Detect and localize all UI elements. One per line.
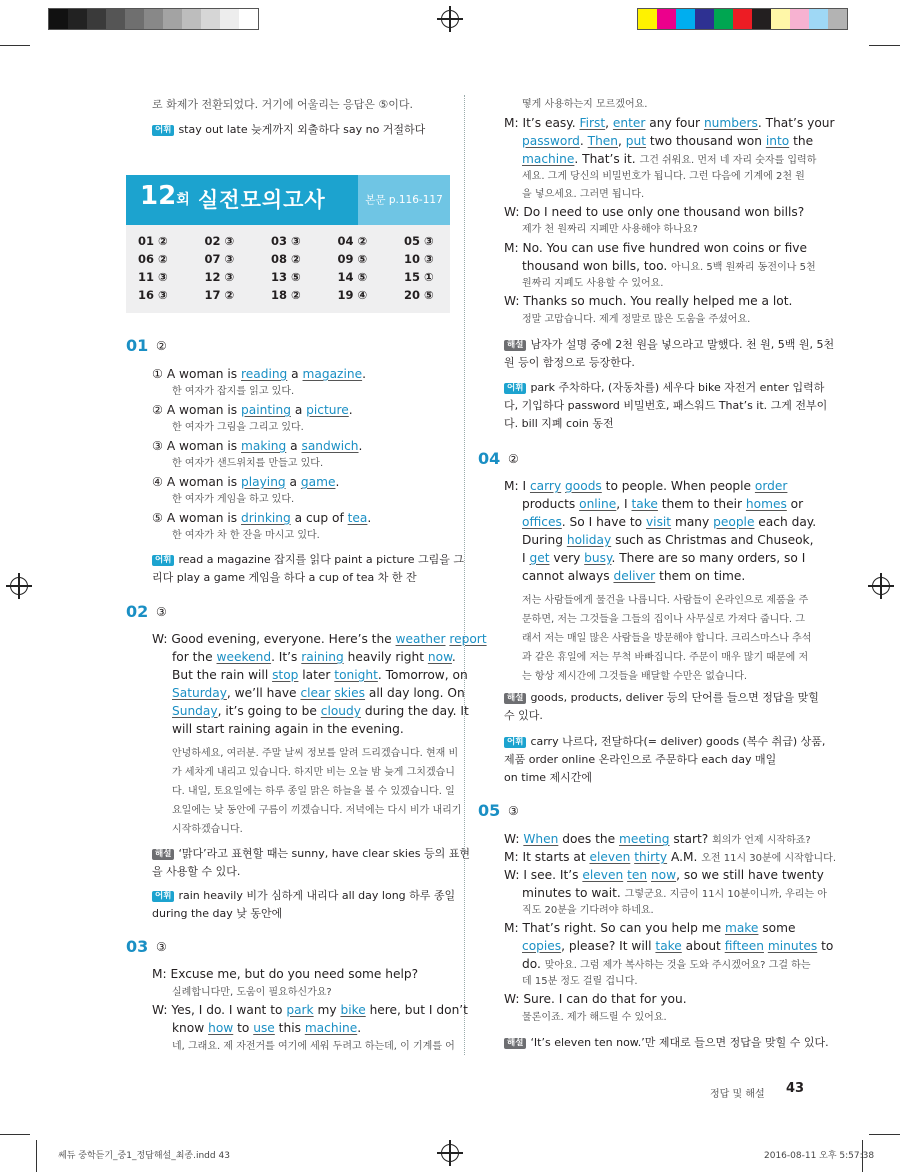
script-line: W: Thanks so much. You really helped me a lot. <box>504 294 793 308</box>
test-title: 실전모의고사 <box>198 188 326 212</box>
script-line: will start raining again in the evening. <box>172 722 404 736</box>
gray-swatch <box>68 9 87 29</box>
translation: 시작하겠습니다. <box>172 824 243 835</box>
answer-key-item: 01 ② <box>138 234 168 248</box>
translation: 는 항상 제시간에 그것들을 배달할 수만은 없습니다. <box>522 671 748 682</box>
answer-key-item: 02 ③ <box>204 234 235 248</box>
translation: 한 여자가 잡지를 읽고 있다. <box>172 386 295 397</box>
gray-swatch <box>125 9 144 29</box>
vocab-note-cont: 다, 기입하다 password 비밀번호, 패스워드 That’s it. 그게 전부이 <box>504 399 828 412</box>
vocab-note: 어휘 park 주차하다, (자동차를) 세우다 bike 자전거 enter 입력하 <box>504 379 824 397</box>
translation: 안녕하세요, 여러분. 주말 날씨 정보를 알려 드리겠습니다. 현재 비 <box>172 748 459 759</box>
translation: 한 여자가 그림을 그리고 있다. <box>172 422 304 433</box>
answer-key-item: 12 ③ <box>204 270 235 284</box>
crop-mark <box>869 45 900 46</box>
translation: 저는 사람들에게 물건을 나릅니다. 사람들이 온라인으로 제품을 주 <box>522 595 809 606</box>
translation: 제가 천 원짜리 지폐만 사용해야 하나요? <box>522 224 698 235</box>
answer-key-item: 10 ③ <box>404 252 434 266</box>
script-line: for the weekend. It’s raining heavily right now. <box>172 650 456 664</box>
translation: 을 넣으세요. 그러면 됩니다. <box>522 189 645 200</box>
color-swatch <box>790 9 809 29</box>
script-line: W: I see. It’s eleven ten now, so we still have twenty <box>504 868 824 882</box>
page-number: 43 <box>786 1081 805 1096</box>
option-sentence: ⑤ A woman is drinking a cup of tea. <box>152 511 372 525</box>
script-line: offices. So I have to visit many people each day. <box>522 515 817 529</box>
question-number: 01 <box>126 336 149 355</box>
registration-mark-icon <box>441 10 459 28</box>
script-line: know how to use this machine. <box>172 1021 362 1035</box>
script-line: products online, I take them to their homes or <box>522 497 804 511</box>
answer-key-item: 15 ① <box>404 270 434 284</box>
answer-key-item: 20 ⑤ <box>404 288 434 302</box>
script-line: M: No. You can use five hundred won coins or five <box>504 241 807 255</box>
script-line: W: Do I need to use only one thousand won bills? <box>504 205 805 219</box>
translation: 정말 고맙습니다. 제게 정말로 많은 도움을 주셨어요. <box>522 314 751 325</box>
test-header <box>126 175 450 225</box>
answer-key-item: 09 ⑤ <box>337 252 368 266</box>
vocab-note: 어휘 stay out late 늦게까지 외출하다 say no 거절하다 <box>152 121 425 139</box>
gray-swatch <box>144 9 163 29</box>
answer-key-item: 18 ② <box>271 288 301 302</box>
script-line: password. Then, put two thousand won into the <box>522 134 814 148</box>
translation: 세요. 그게 당신의 비밀번호가 됩니다. 그런 다음에 기계에 2천 원 <box>522 171 805 182</box>
script-line: M: It’s easy. First, enter any four numbers. That’s your <box>504 116 835 130</box>
vocab-note-cont: 제품 order online 온라인으로 주문하다 each day 매일 <box>504 753 777 766</box>
translation: 다. 내일, 토요일에는 하루 종일 맑은 하늘을 볼 수 있겠습니다. 일 <box>172 786 455 797</box>
vocab-note-cont: on time 제시간에 <box>504 771 593 784</box>
color-calibration-bar <box>637 8 848 30</box>
translation: 네, 그래요. 제 자전거를 여기에 세워 두려고 하는데, 이 기계를 어 <box>172 1041 455 1052</box>
registration-mark-icon <box>10 577 28 595</box>
translation: 원짜리 지폐도 사용할 수 있어요. <box>522 278 664 289</box>
answer-key-item: 03 ③ <box>271 234 301 248</box>
crop-mark <box>36 1140 37 1172</box>
answer-key-item: 06 ② <box>138 252 168 266</box>
section-label: 정답 및 해설 <box>710 1089 765 1100</box>
script-line: Saturday, we’ll have clear skies all day long. On <box>172 686 465 700</box>
script-line: W: Good evening, everyone. Here’s the weather report <box>152 632 487 646</box>
option-sentence: ② A woman is painting a picture. <box>152 403 353 417</box>
script-line: W: Sure. I can do that for you. <box>504 992 687 1006</box>
color-swatch <box>638 9 657 29</box>
registration-mark-icon <box>441 1144 459 1162</box>
file-name: 쎄듀 중학듣기_중1_정답해설_최종.indd 43 <box>58 1151 230 1161</box>
script-line: But the rain will stop later tonight. Tomorrow, on <box>172 668 468 682</box>
script-line: During holiday such as Christmas and Chuseok, <box>522 533 814 547</box>
color-swatch <box>733 9 752 29</box>
gray-swatch <box>87 9 106 29</box>
answer-key-item: 19 ④ <box>337 288 368 302</box>
vocab-note: 어휘 read a magazine 잡지를 읽다 paint a picture 그림을 그 <box>152 551 464 569</box>
color-swatch <box>695 9 714 29</box>
translation: 래서 저는 매일 많은 사람들을 방문해야 합니다. 크리스마스나 추석 <box>522 633 812 644</box>
vocab-note: 어휘 rain heavily 비가 심하게 내리다 all day long 하루 종일 <box>152 887 455 905</box>
translation: 요일에는 낮 동안에 구름이 끼겠습니다. 저녁에는 다시 비가 내리기 <box>172 805 462 816</box>
explanation-note: 해설 남자가 설명 중에 2천 원을 넣으라고 말했다. 천 원, 5백 원, 5천 <box>504 336 834 354</box>
gray-swatch <box>220 9 239 29</box>
translation: 과 같은 휴일에 저는 무척 바빠집니다. 주문이 매우 많기 때문에 저 <box>522 652 809 663</box>
script-line: M: That’s right. So can you help me make some <box>504 921 796 935</box>
crop-mark <box>0 45 30 46</box>
option-sentence: ④ A woman is playing a game. <box>152 475 340 489</box>
answer-key-item: 17 ② <box>204 288 235 302</box>
question-number: 04 <box>478 449 501 468</box>
script-line: W: When does the meeting start? 회의가 언제 시작하죠? <box>504 832 811 846</box>
translation: 한 여자가 차 한 잔을 마시고 있다. <box>172 530 320 541</box>
question-answer: ③ <box>508 804 519 818</box>
answer-key-item: 11 ③ <box>138 270 168 284</box>
color-swatch <box>676 9 695 29</box>
option-sentence: ③ A woman is making a sandwich. <box>152 439 363 453</box>
answer-key-grid <box>126 225 450 313</box>
answer-key-item: 16 ③ <box>138 288 168 302</box>
explanation-note: 해설 goods, products, deliver 등의 단어를 들으면 정답을 맞힐 <box>504 689 819 707</box>
question-answer: ② <box>508 452 519 466</box>
translation: 떻게 사용하는지 모르겠어요. <box>522 99 648 110</box>
column-divider <box>464 95 465 1055</box>
question-number: 05 <box>478 801 501 820</box>
translation: 직도 20분을 기다려야 하네요. <box>522 905 654 916</box>
gray-swatch <box>106 9 125 29</box>
translation: 문하면, 저는 그것들을 그들의 집이나 사무실로 가져다 줍니다. 그 <box>522 614 805 625</box>
script-line: do. 맞아요. 그럼 제가 복사하는 것을 도와 주시겠어요? 그걸 하는 <box>522 957 811 971</box>
answer-key-item: 13 ⑤ <box>271 270 301 284</box>
explanation-note-cont: 을 사용할 수 있다. <box>152 865 241 878</box>
script-line: Sunday, it’s going to be cloudy during the day. It <box>172 704 469 718</box>
script-line: M: Excuse me, but do you need some help? <box>152 967 419 981</box>
color-swatch <box>809 9 828 29</box>
answer-key-item: 04 ② <box>337 234 368 248</box>
vocab-note-cont: 다. bill 지폐 coin 동전 <box>504 417 614 430</box>
explanation-note: 해설 ‘맑다’라고 표현할 때는 sunny, have clear skies 등의 표현 <box>152 845 470 863</box>
continued-explanation: 로 화제가 전환되었다. 거기에 어울리는 응답은 ⑤이다. <box>152 98 413 111</box>
color-swatch <box>828 9 847 29</box>
gray-swatch <box>163 9 182 29</box>
script-line: I get very busy. There are so many orders, so I <box>522 551 806 565</box>
script-line: machine. That’s it. 그건 쉬워요. 먼저 네 자리 숫자를 입력하 <box>522 152 817 166</box>
print-timestamp: 2016-08-11 오후 5:57:38 <box>764 1151 875 1161</box>
vocab-note-cont: 리다 play a game 게임을 하다 a cup of tea 차 한 잔 <box>152 571 417 584</box>
question-answer: ③ <box>156 605 167 619</box>
translation: 가 세차게 내리고 있습니다. 하지만 비는 오늘 밤 늦게 그치겠습니 <box>172 767 455 778</box>
test-number: 12회 <box>140 181 190 211</box>
answer-key-item: 07 ③ <box>204 252 235 266</box>
translation: 물론이죠. 제가 해드릴 수 있어요. <box>522 1012 667 1023</box>
color-swatch <box>771 9 790 29</box>
translation: 데 15분 정도 걸릴 겁니다. <box>522 976 638 987</box>
gray-swatch <box>201 9 220 29</box>
script-line: minutes to wait. 그렇군요. 지금이 11시 10분이니까, 우리는 아 <box>522 886 827 900</box>
answer-key-item: 05 ③ <box>404 234 434 248</box>
translation: 한 여자가 샌드위치를 만들고 있다. <box>172 458 324 469</box>
color-swatch <box>657 9 676 29</box>
color-swatch <box>714 9 733 29</box>
vocab-note-cont: during the day 낮 동안에 <box>152 907 283 920</box>
crop-mark <box>0 1134 30 1135</box>
explanation-note-cont: 원 등이 함정으로 등장한다. <box>504 356 635 369</box>
script-line: W: Yes, I do. I want to park my bike here, but I don’t <box>152 1003 468 1017</box>
gray-swatch <box>239 9 258 29</box>
script-line: cannot always deliver them on time. <box>522 569 746 583</box>
gray-swatch <box>49 9 68 29</box>
script-line: M: It starts at eleven thirty A.M. 오전 11시 30분에 시작합니다. <box>504 850 836 864</box>
gray-swatch <box>182 9 201 29</box>
option-sentence: ① A woman is reading a magazine. <box>152 367 366 381</box>
color-swatch <box>752 9 771 29</box>
script-line: thousand won bills, too. 아니요. 5백 원짜리 동전이나 5천 <box>522 259 816 273</box>
answer-key-item: 08 ② <box>271 252 301 266</box>
crop-mark <box>869 1134 900 1135</box>
gray-calibration-bar <box>48 8 259 30</box>
question-number: 03 <box>126 937 149 956</box>
translation: 한 여자가 게임을 하고 있다. <box>172 494 295 505</box>
question-answer: ③ <box>156 940 167 954</box>
page-reference: 본문 p.116-117 <box>358 175 450 225</box>
answer-key-item: 14 ⑤ <box>337 270 368 284</box>
registration-mark-icon <box>872 577 890 595</box>
script-line: M: I carry goods to people. When people order <box>504 479 788 493</box>
explanation-note-cont: 수 있다. <box>504 709 543 722</box>
question-answer: ② <box>156 339 167 353</box>
question-number: 02 <box>126 602 149 621</box>
translation: 실례합니다만, 도움이 필요하신가요? <box>172 987 332 998</box>
script-line: copies, please? It will take about fifteen minutes to <box>522 939 834 953</box>
explanation-note: 해설 ‘It’s eleven ten now.’만 제대로 들으면 정답을 맞힐 수 있다. <box>504 1034 829 1052</box>
vocab-note: 어휘 carry 나르다, 전달하다(= deliver) goods (복수 취급) 상품, <box>504 733 825 751</box>
